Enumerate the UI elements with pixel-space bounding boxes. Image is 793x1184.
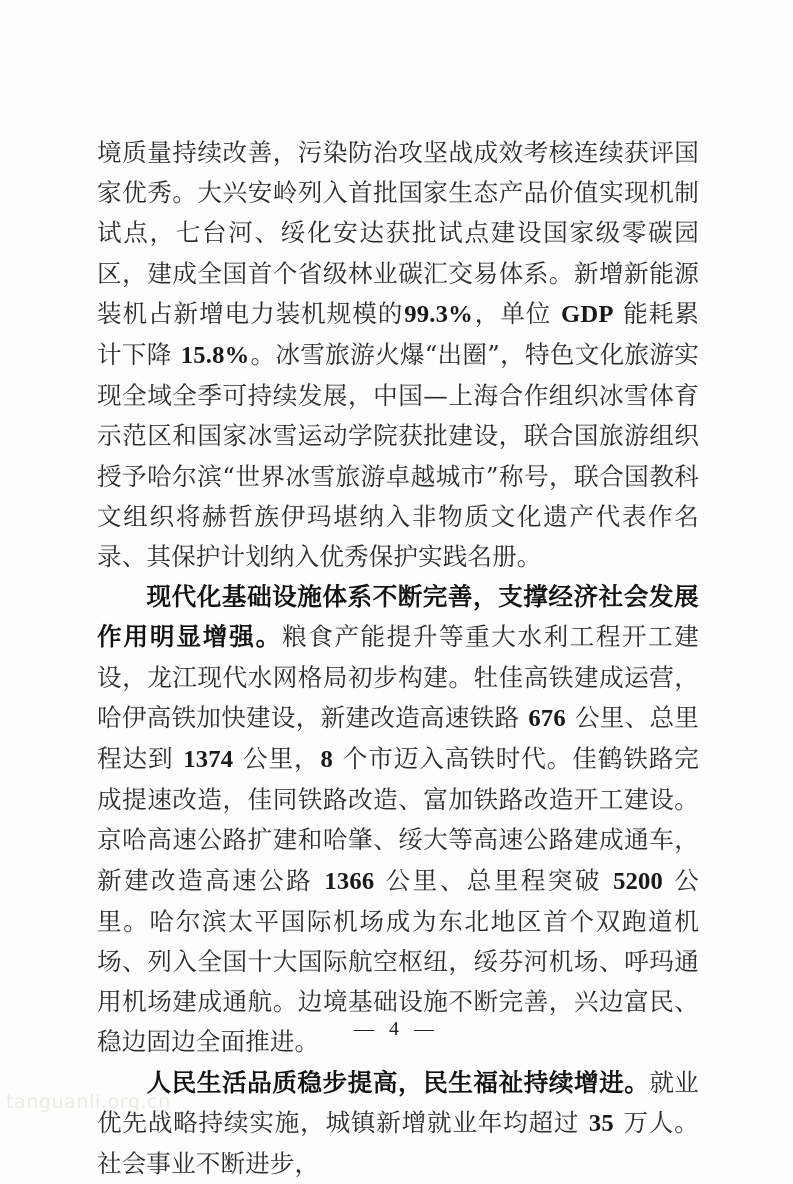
site-watermark: tanguanli.org.cn	[6, 1091, 171, 1113]
page-number: — 4 —	[354, 1018, 439, 1040]
inline-figure: 35	[588, 1109, 614, 1137]
inline-figure: 1374	[183, 746, 234, 774]
paragraph-livelihood: 人民生活品质稳步提高，民生福祉持续增进。就业优先战略持续实施，城镇新增就业年均超过 35 万人。社会事业不断进步，	[97, 1067, 699, 1179]
inline-figure: 15.8%	[180, 342, 250, 370]
inline-figure: 8	[320, 746, 333, 774]
paragraph-infrastructure: 现代化基础设施体系不断完善，支撑经济社会发展作用明显增强。粮食产能提升等重大水利工程开工建设，龙江现代水网格局初步构建。牡佳高铁建成运营，哈伊高铁加快建设，新建改造高速铁路 676 公里、总里程达到 1374 公里，8 个市迈入高铁时代。佳鹤铁路完成提速改造，佳同铁路改造、富加铁路改造开工建设。京哈高速公路扩建和哈肇、绥大等高速公路建成通车，新建改造高速公路 1366 公里、总里程突破 5200 公里。哈尔滨太平国际机场成为东北地区首个双跑道机场、列入全国十大国际航空枢纽，绥芬河机场、呼玛通用机场建成通航。边境基础设施不断完善，兴边富民、稳边固边全面推进。	[97, 582, 699, 1057]
paragraph-lead-heading: 人民生活品质稳步提高，民生福祉持续增进。	[146, 1067, 650, 1097]
inline-figure: 676	[528, 704, 566, 732]
inline-figure: 5200	[613, 867, 664, 895]
inline-figure: 99.3%	[404, 300, 473, 328]
paragraph-environment-continuation: 境质量持续改善，污染防治攻坚战成效考核连续获评国家优秀。大兴安岭列入首批国家生态产品价值实现机制试点，七台河、绥化安达获批试点建设国家级零碳园区，建成全国首个省级林业碳汇交易体系。新增新能源装机占新增电力装机规模的99.3%，单位 GDP 能耗累计下降 15.8%。冰雪旅游火爆“出圈”，特色文化旅游实现全域全季可持续发展，中国—上海合作组织冰雪体育示范区和国家冰雪运动学院获批建设，联合国旅游组织授予哈尔滨“世界冰雪旅游卓越城市”称号，联合国教科文组织将赫哲族伊玛堪纳入非物质文化遗产代表作名录、其保护计划纳入优秀保护实践名册。	[97, 138, 700, 572]
inline-figure: 1366	[324, 867, 375, 895]
paragraph-lead-heading: 现代化基础设施体系不断完善，支撑经济社会发展作用明显增强。	[97, 582, 699, 652]
inline-figure: GDP	[561, 300, 614, 328]
